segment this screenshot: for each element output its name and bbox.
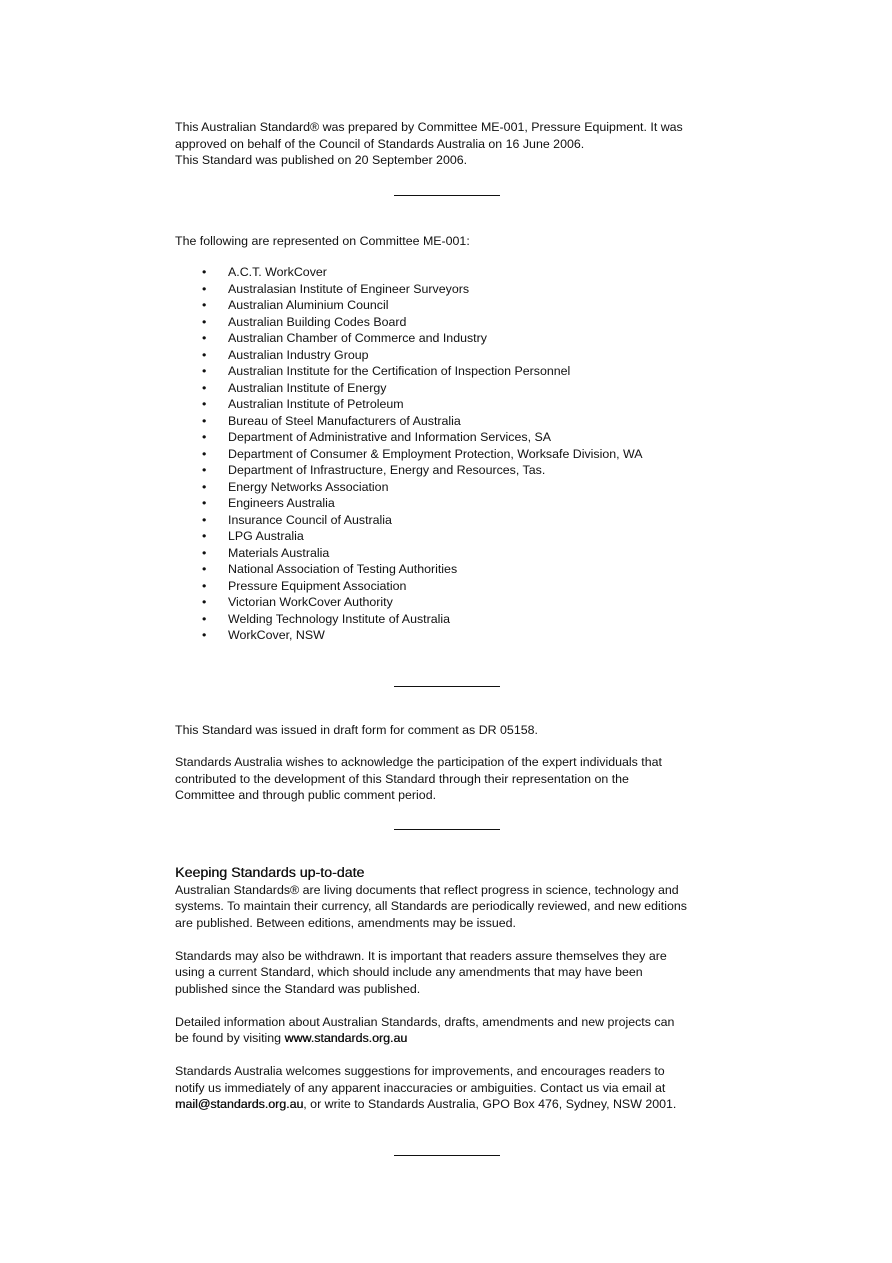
committee-member-name: Engineers Australia bbox=[228, 496, 335, 510]
website-link[interactable]: www.standards.org.au bbox=[284, 1031, 408, 1045]
committee-member-item bbox=[175, 578, 735, 595]
bullet-icon: • bbox=[202, 512, 207, 527]
bullet-icon: • bbox=[202, 628, 207, 642]
committee-member-item bbox=[175, 347, 735, 364]
bullet-icon: • bbox=[202, 380, 207, 395]
committee-member-item bbox=[175, 380, 735, 397]
acknowledgement-line-3: Committee and through public comment period. bbox=[175, 788, 437, 802]
paragraph-line bbox=[175, 1096, 735, 1113]
bullet-icon: • bbox=[202, 611, 207, 626]
committee-member-item bbox=[175, 314, 735, 331]
committee-member-name: Australian Industry Group bbox=[228, 347, 369, 362]
bullet-icon: • bbox=[202, 265, 207, 279]
committee-member-item bbox=[175, 512, 735, 529]
paragraph-line: Standards Australia welcomes suggestions for improvements, and encourages readers to bbox=[175, 1064, 665, 1078]
email-link[interactable]: mail@standards.org.au bbox=[175, 1097, 304, 1111]
contact-paragraph bbox=[175, 1063, 735, 1113]
committee-member-name: A.C.T. WorkCover bbox=[228, 265, 327, 279]
bullet-icon: • bbox=[202, 479, 207, 494]
bullet-icon: • bbox=[202, 314, 207, 329]
website-prefix: be found by visiting bbox=[175, 1031, 285, 1045]
document-page bbox=[175, 119, 735, 1156]
bullet-icon: • bbox=[202, 298, 207, 312]
paragraph-line: using a current Standard, which should include any amendments that may have been bbox=[175, 965, 643, 979]
bullet-icon: • bbox=[202, 595, 207, 609]
acknowledgement-line-1: Standards Australia wishes to acknowledge the participation of the expert individuals that bbox=[175, 755, 662, 769]
section-heading: Keeping Standards up-to-date bbox=[175, 864, 365, 881]
committee-member-name: Victorian WorkCover Authority bbox=[228, 595, 393, 609]
bullet-icon: • bbox=[202, 331, 207, 345]
committee-member-item bbox=[175, 297, 735, 314]
paragraph-line: systems. To maintain their currency, all Standards are periodically reviewed, and new editions bbox=[175, 899, 687, 913]
committee-member-name: Australian Institute of Petroleum bbox=[228, 397, 404, 411]
committee-member-name: National Association of Testing Authorities bbox=[228, 562, 458, 576]
section-divider bbox=[394, 686, 500, 687]
withdrawal-paragraph bbox=[175, 948, 735, 998]
committee-member-name: Department of Infrastructure, Energy and Resources, Tas. bbox=[228, 463, 546, 477]
bullet-icon: • bbox=[202, 430, 207, 444]
committee-member-name: Australasian Institute of Engineer Surveyors bbox=[228, 281, 470, 296]
draft-notice: This Standard was issued in draft form for comment as DR 05158. bbox=[175, 722, 538, 737]
committee-member-item bbox=[175, 330, 735, 347]
committee-member-item bbox=[175, 264, 735, 281]
committee-member-name: Insurance Council of Australia bbox=[228, 512, 392, 527]
committee-member-name: Australian Institute for the Certification of Inspection Personnel bbox=[228, 364, 571, 378]
committee-member-item bbox=[175, 429, 735, 446]
bullet-icon: • bbox=[202, 463, 207, 477]
bullet-icon: • bbox=[202, 446, 207, 461]
bullet-icon: • bbox=[202, 545, 207, 560]
bullet-icon: • bbox=[202, 413, 207, 428]
committee-member-item bbox=[175, 561, 735, 578]
committee-member-name: Australian Aluminium Council bbox=[228, 298, 389, 312]
committee-member-item bbox=[175, 462, 735, 479]
committee-member-name: Department of Administrative and Information Services, SA bbox=[228, 430, 551, 444]
committee-member-name: Australian Building Codes Board bbox=[228, 314, 407, 329]
committee-member-name: LPG Australia bbox=[228, 529, 304, 543]
committee-member-name: Australian Institute of Energy bbox=[228, 380, 387, 395]
bullet-icon: • bbox=[202, 578, 207, 593]
committee-member-item bbox=[175, 528, 735, 545]
bullet-icon: • bbox=[202, 529, 207, 543]
committee-member-item bbox=[175, 281, 735, 298]
bullet-icon: • bbox=[202, 496, 207, 510]
committee-member-item bbox=[175, 495, 735, 512]
paragraph-line: Detailed information about Australian Standards, drafts, amendments and new projects can bbox=[175, 1014, 675, 1029]
committee-member-name: Pressure Equipment Association bbox=[228, 578, 407, 593]
committee-member-item bbox=[175, 413, 735, 430]
bullet-icon: • bbox=[202, 347, 207, 362]
committee-member-item bbox=[175, 479, 735, 496]
approval-paragraph bbox=[175, 119, 735, 169]
section-divider bbox=[394, 195, 500, 196]
committee-member-item bbox=[175, 545, 735, 562]
paragraph-line: Australian Standards® are living documents that reflect progress in science, technology and bbox=[175, 882, 679, 897]
committee-member-list bbox=[175, 264, 735, 644]
bullet-icon: • bbox=[202, 562, 207, 576]
committee-member-item bbox=[175, 363, 735, 380]
committee-member-name: Materials Australia bbox=[228, 545, 330, 560]
website-paragraph bbox=[175, 1014, 735, 1047]
committee-member-name: Australian Chamber of Commerce and Industry bbox=[228, 331, 487, 345]
section-divider bbox=[394, 829, 500, 830]
committee-member-item bbox=[175, 627, 735, 644]
committee-member-name: Energy Networks Association bbox=[228, 479, 389, 494]
committee-member-item bbox=[175, 446, 735, 463]
paragraph-line: published since the Standard was published. bbox=[175, 981, 421, 996]
committee-member-item bbox=[175, 611, 735, 628]
committee-member-item bbox=[175, 396, 735, 413]
committee-member-name: Welding Technology Institute of Australia bbox=[228, 611, 451, 626]
acknowledgement-paragraph bbox=[175, 754, 735, 804]
postal-address-text: , or write to Standards Australia, GPO Box 476, Sydney, NSW 2001. bbox=[303, 1097, 677, 1111]
bullet-icon: • bbox=[202, 364, 207, 378]
committee-intro: The following are represented on Committee ME-001: bbox=[175, 233, 470, 248]
committee-member-name: WorkCover, NSW bbox=[228, 628, 325, 642]
paragraph-line: notify us immediately of any apparent inaccuracies or ambiguities. Contact us via email at bbox=[175, 1080, 666, 1095]
bullet-icon: • bbox=[202, 281, 207, 296]
publication-date-line: This Standard was published on 20 September 2006. bbox=[175, 153, 468, 167]
paragraph-line: Standards may also be withdrawn. It is important that readers assure themselves they are bbox=[175, 948, 667, 963]
committee-member-name: Bureau of Steel Manufacturers of Australia bbox=[228, 413, 461, 428]
living-documents-paragraph bbox=[175, 882, 735, 932]
section-divider bbox=[394, 1155, 500, 1156]
acknowledgement-line-2: contributed to the development of this Standard through their representation on the bbox=[175, 771, 629, 786]
paragraph-line: are published. Between editions, amendments may be issued. bbox=[175, 915, 516, 930]
approval-line-2: approved on behalf of the Council of Standards Australia on 16 June 2006. bbox=[175, 136, 585, 151]
committee-member-item bbox=[175, 594, 735, 611]
committee-member-name: Department of Consumer & Employment Protection, Worksafe Division, WA bbox=[228, 446, 643, 461]
approval-line-1: This Australian Standard® was prepared by Committee ME-001, Pressure Equipment. It was bbox=[175, 120, 683, 134]
paragraph-line bbox=[175, 1030, 735, 1047]
bullet-icon: • bbox=[202, 397, 207, 411]
